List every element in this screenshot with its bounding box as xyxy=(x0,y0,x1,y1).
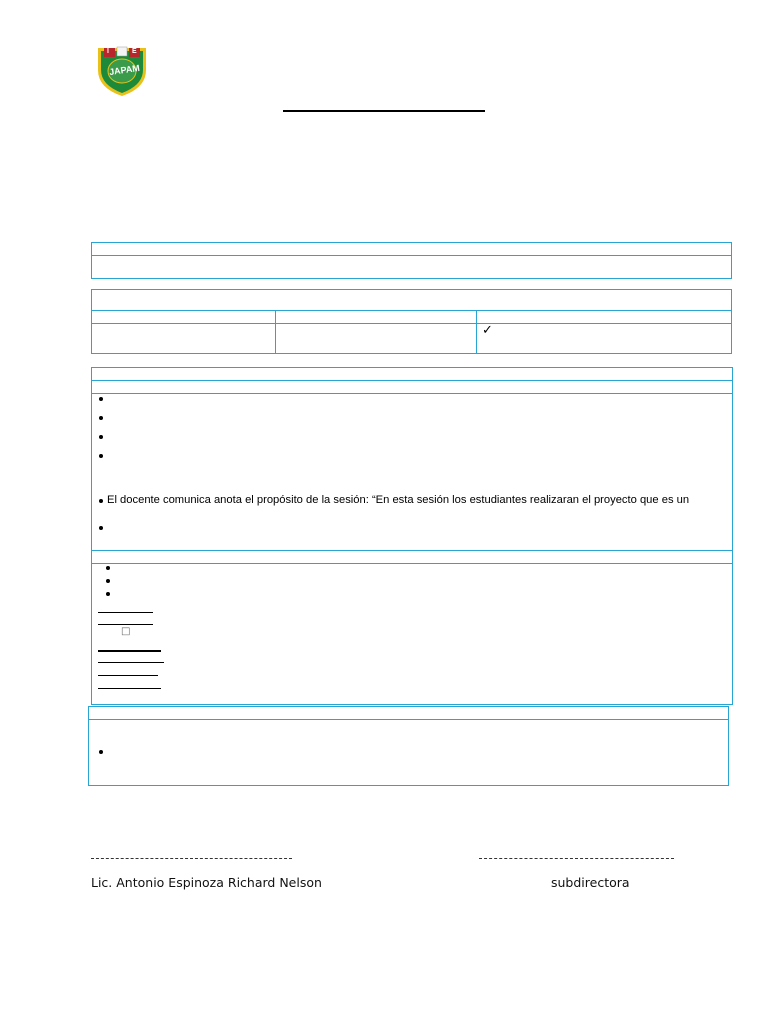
list-bullet xyxy=(99,397,103,401)
session-divider-1 xyxy=(91,380,733,381)
blank-underline xyxy=(98,675,158,676)
placeholder-glyph: □ xyxy=(121,626,131,637)
signature-name-right: subdirectora xyxy=(551,875,630,890)
info-box-1-divider xyxy=(91,255,732,256)
info-table xyxy=(91,289,732,354)
session-box xyxy=(91,367,733,705)
info-table-col-divider-2 xyxy=(476,310,477,354)
session-divider-4 xyxy=(91,563,733,564)
signature-name-left: Lic. Antonio Espinoza Richard Nelson xyxy=(91,875,322,890)
session-purpose-text: El docente comunica anota el propósito de la sesión: “En esta sesión los estudiantes realizaran el proyecto que es un xyxy=(107,494,690,506)
blank-underline xyxy=(98,624,153,625)
logo-letter-right: E xyxy=(132,48,137,55)
blank-underline xyxy=(98,612,153,613)
list-bullet xyxy=(106,592,110,596)
list-bullet xyxy=(99,750,103,754)
list-bullet xyxy=(99,499,103,503)
session-divider-2 xyxy=(91,393,733,394)
logo-text: JAPAM xyxy=(108,62,141,78)
info-table-row-line xyxy=(91,323,732,324)
list-bullet xyxy=(99,435,103,439)
blank-underline xyxy=(98,650,161,652)
signature-line-left xyxy=(91,858,292,859)
info-box-1 xyxy=(91,242,732,279)
session-divider-3 xyxy=(91,550,733,551)
info-table-header-line xyxy=(91,310,732,311)
list-bullet xyxy=(106,566,110,570)
check-mark: ✓ xyxy=(482,323,493,338)
school-logo xyxy=(94,42,150,98)
blank-underline xyxy=(98,688,161,689)
list-bullet xyxy=(106,579,110,583)
closing-divider xyxy=(88,719,729,720)
info-table-col-divider-1 xyxy=(275,310,276,354)
closing-box xyxy=(88,706,729,786)
logo-letter-left: I xyxy=(107,48,109,55)
list-bullet xyxy=(99,526,103,530)
blank-underline xyxy=(98,662,164,663)
list-bullet xyxy=(99,416,103,420)
title-underline xyxy=(283,110,485,112)
signature-line-right xyxy=(479,858,674,859)
list-bullet xyxy=(99,454,103,458)
